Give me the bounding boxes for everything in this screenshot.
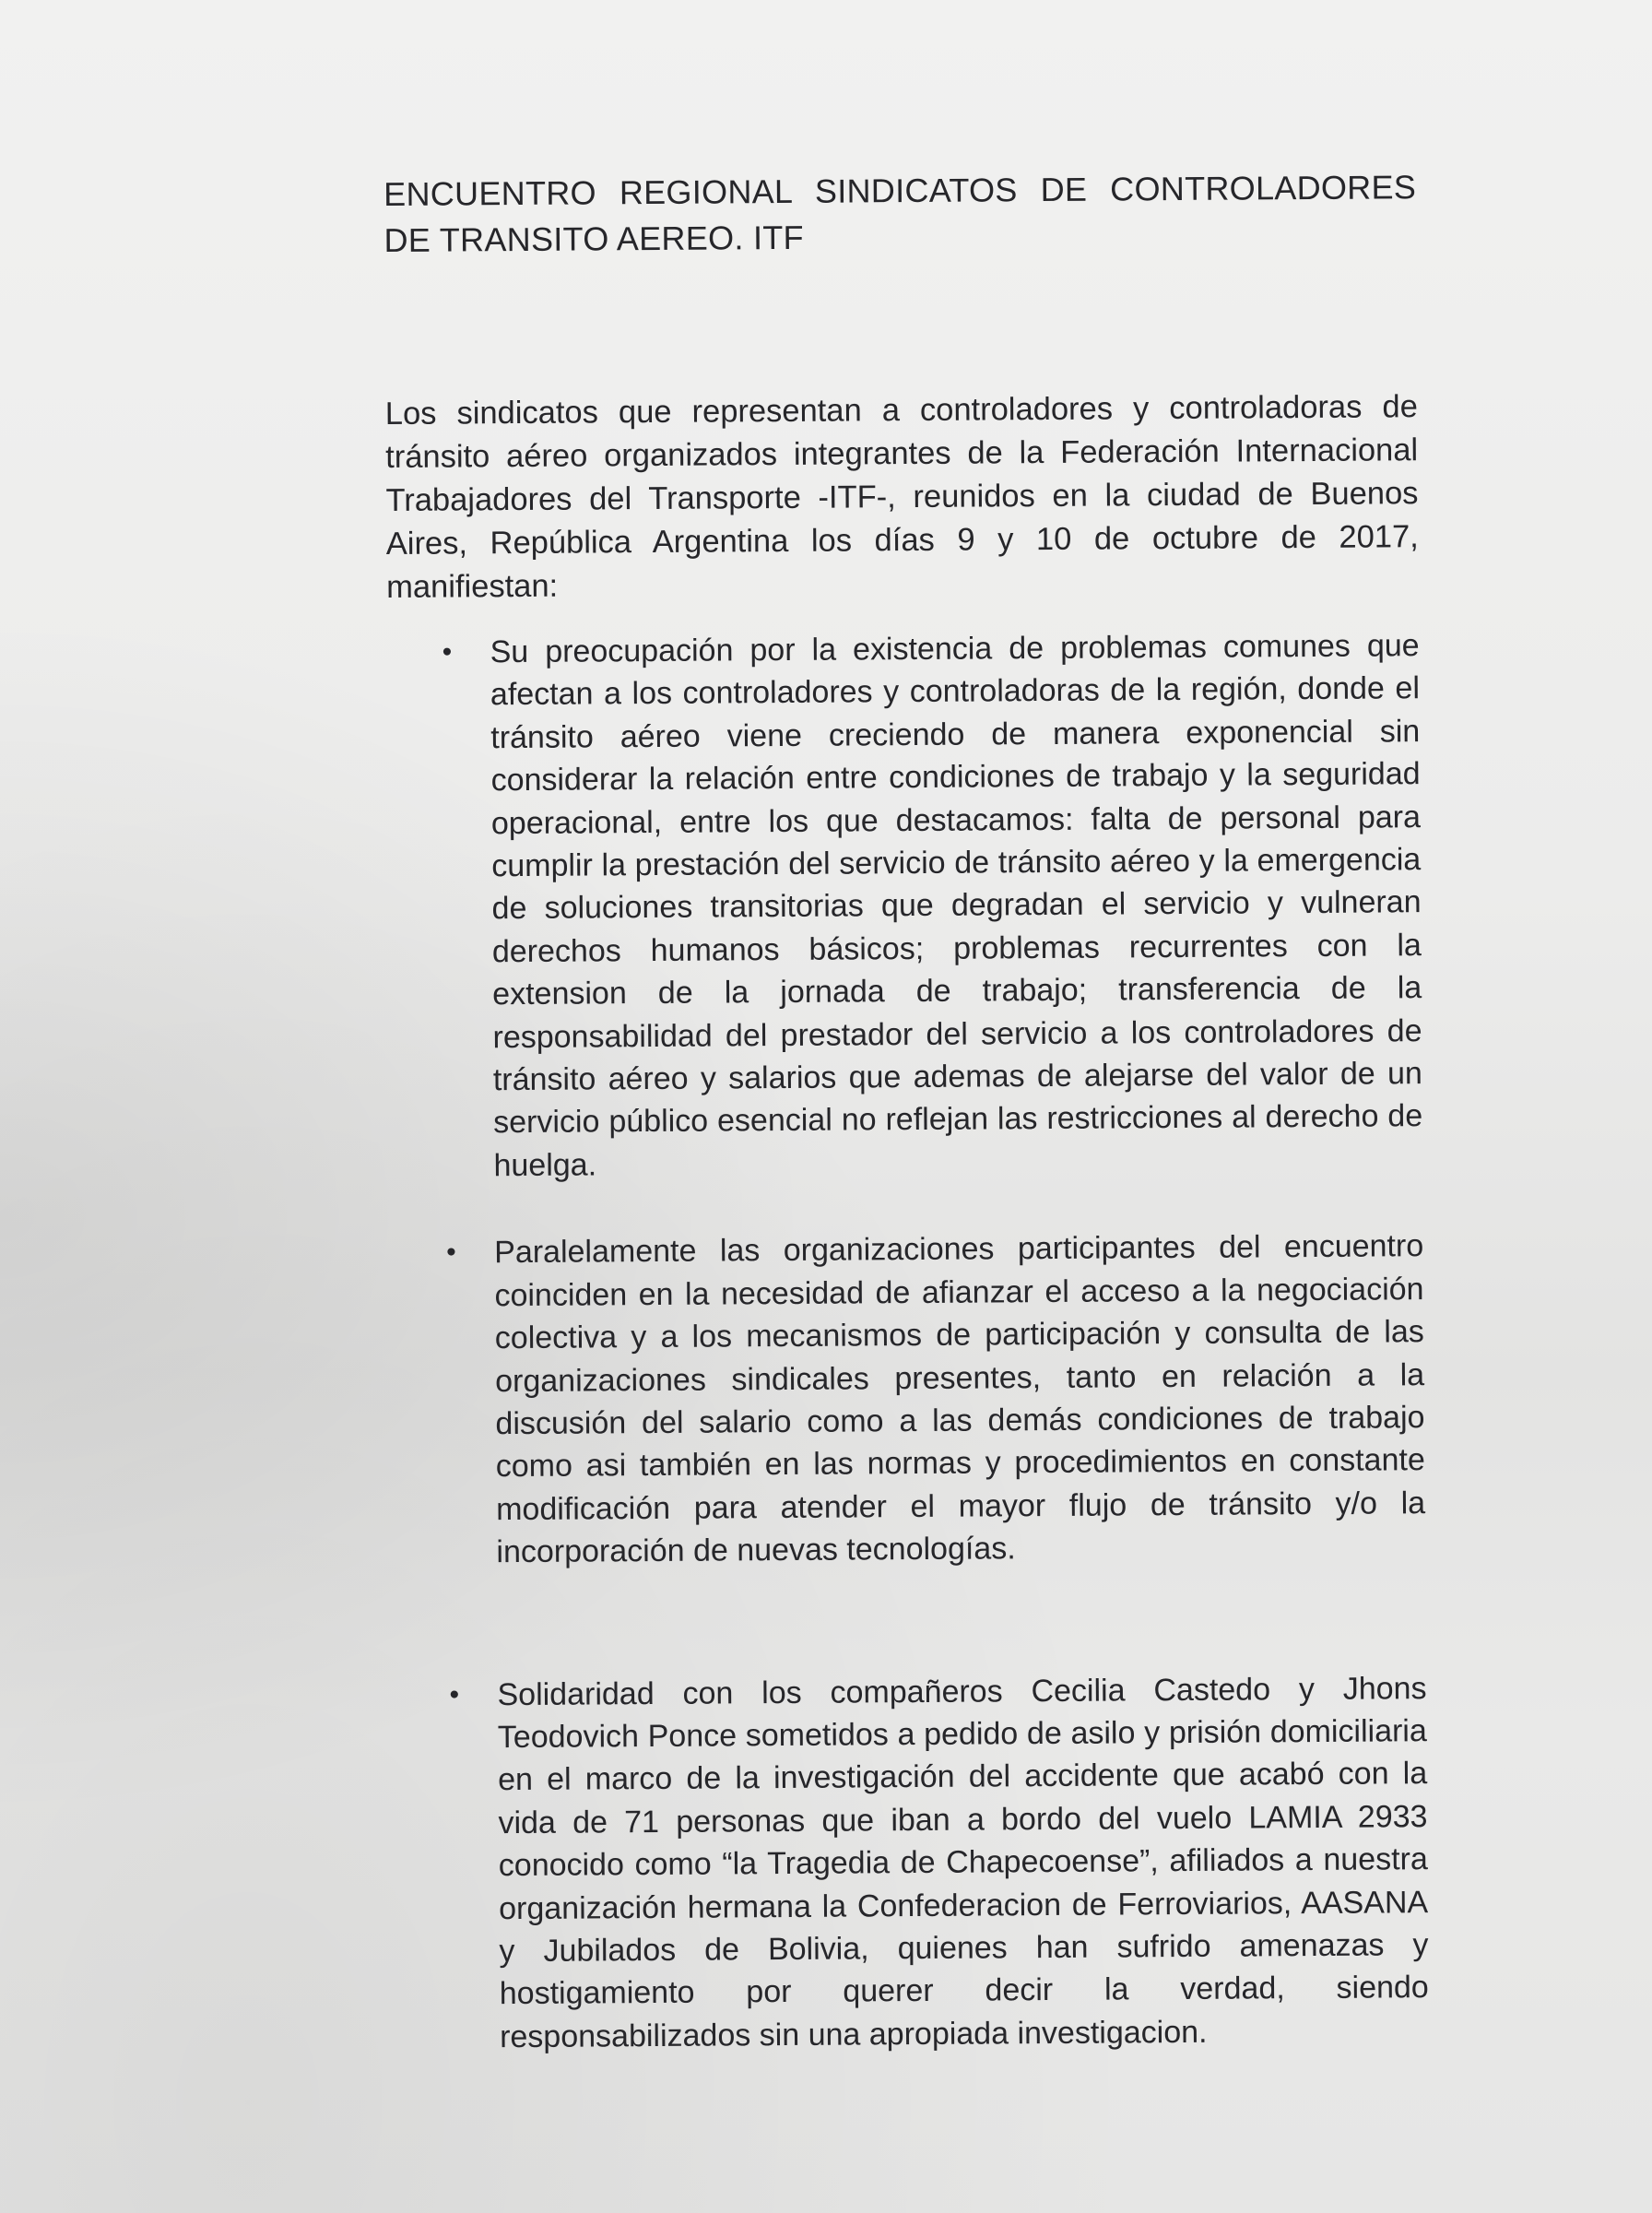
list-item-text: Solidaridad con los compañeros Cecilia Castedo y Jhons Teodovich Ponce sometidos a pedido de asilo y prisión domiciliaria en el marco de la investigación del accidente que acabó con la vida de 71 personas que iban a bordo del vuelo LAMIA 2933 conocido como “la Tragedia de Chapecoense”, afiliados a nuestra organización hermana la Confederacion de Ferroviarios, AASANA y Jubilados de Bolivia, quienes han sufrido amenazas y hostigamiento por querer decir la verdad, siendo responsabilizados sin una apropiada investigacion. [497,1670,1429,2054]
document-body [384,164,1429,2059]
list-item-text: Su preocupación por la existencia de problemas comunes que afectan a los controladores y controladoras de la región, donde el tránsito aéreo viene creciendo de manera exponencial sin considerar la relación entre condiciones de trabajo y la seguridad operacional, entre los que destacamos: falta de personal para cumplir la prestación del servicio de tránsito aéreo y la emergencia de soluciones transitorias que degradan el servicio y vulneran derechos humanos básicos; problemas recurrentes con la extension de la jornada de trabajo; transferencia de la responsabilidad del prestador del servicio a los controladores de tránsito aéreo y salarios que ademas de alejarse del valor de un servicio público esencial no reflejan las restricciones al derecho de huelga. [490,628,1423,1184]
document-title: ENCUENTRO REGIONAL SINDICATOS DE CONTROLADORES DE TRANSITO AEREO. ITF [384,168,1417,259]
list-item-text: Paralelamente las organizaciones participantes del encuentro coinciden en la necesidad de afianzar el acceso a la negociación colectiva y a los mecanismos de participación y consulta de las organizaciones sindicales presentes, tanto en relación a la discusión del salario como a las demás condiciones de trabajo como asi también en las normas y procedimientos en constante modificación para atender el mayor flujo de tránsito y/o la incorporación de nuevas tecnologías. [494,1228,1426,1570]
bullet-icon: • [446,1237,456,1268]
bullet-icon: • [442,636,453,668]
list-item [394,1667,1429,2059]
bullet-icon: • [449,1678,460,1710]
list-item [386,624,1422,1188]
list-item [391,1225,1426,1574]
bullet-list [386,624,1429,2059]
intro-paragraph: Los sindicatos que representan a controladores y controladoras de tránsito aéreo organizados integrantes de la Federación Internacional Trabajadores del Transporte -ITF-, reunidos en la ciudad de Buenos Aires, República Argentina los días 9 y 10 de octubre de 2017, manifiestan: [384,389,1419,605]
